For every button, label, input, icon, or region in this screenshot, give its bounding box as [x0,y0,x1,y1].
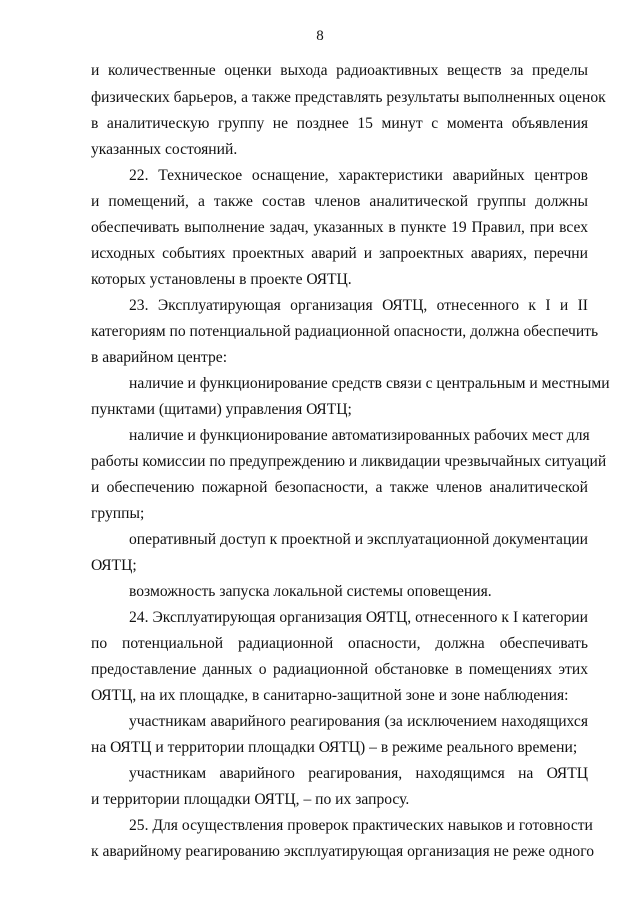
list-item-start: наличие и функционирование средств связи с центральным и местными [129,375,610,392]
text-line: и территории площадки ОЯТЦ, – по их запросу. [91,791,410,808]
paragraph-start-23: 23. Эксплуатирующая организация ОЯТЦ, отнесенного к I и II [129,297,588,314]
text-line: и обеспечению пожарной безопасности, а также членов аналитической [91,479,588,496]
paragraph-start-22: 22. Техническое оснащение, характеристики аварийных центров [129,167,588,184]
text-line: физических барьеров, а также представлять результаты выполненных оценок [91,89,606,106]
page-number: 8 [316,28,324,44]
text-line: категориям по потенциальной радиационной опасности, должна обеспечить [91,323,599,340]
text-line: группы; [91,505,145,522]
text-line: обеспечивать выполнение задач, указанных в пункте 19 Правил, при всех [91,219,588,236]
text-line: предоставление данных о радиационной обстановке в помещениях этих [91,661,588,678]
list-item-start: возможность запуска локальной системы оповещения. [129,583,492,600]
text-line: ОЯТЦ; [91,557,137,574]
text-line: и помещений, а также состав членов аналитической группы должны [91,193,588,210]
text-line: работы комиссии по предупреждению и ликвидации чрезвычайных ситуаций [91,453,607,470]
list-item-start: наличие и функционирование автоматизированных рабочих мест для [129,427,590,444]
list-item-start: участникам аварийного реагирования, находящимся на ОЯТЦ [129,765,588,782]
text-line: ОЯТЦ, на их площадке, в санитарно-защитной зоне и зоне наблюдения: [91,687,569,704]
text-line: и количественные оценки выхода радиоактивных веществ за пределы [91,62,588,79]
paragraph-start-25: 25. Для осуществления проверок практических навыков и готовности [129,817,593,834]
text-line: в аварийном центре: [91,349,228,366]
text-line: исходных событиях проектных аварий и запроектных авариях, перечни [91,245,588,262]
list-item-start: оперативный доступ к проектной и эксплуатационной документации [129,531,588,548]
text-line: которых установлены в проекте ОЯТЦ. [91,271,352,288]
text-line: в аналитическую группу не позднее 15 минут с момента объявления [91,115,588,132]
text-line: по потенциальной радиационной опасности, должна обеспечивать [91,635,588,652]
text-line: на ОЯТЦ и территории площадки ОЯТЦ) – в режиме реального времени; [91,739,578,756]
paragraph-start-24: 24. Эксплуатирующая организация ОЯТЦ, отнесенного к I категории [129,609,588,626]
text-line: указанных состояний. [91,141,238,158]
list-item-start: участникам аварийного реагирования (за исключением находящихся [129,713,588,730]
text-line: пунктами (щитами) управления ОЯТЦ; [91,401,352,418]
text-line: к аварийному реагированию эксплуатирующая организация не реже одного [91,843,595,860]
